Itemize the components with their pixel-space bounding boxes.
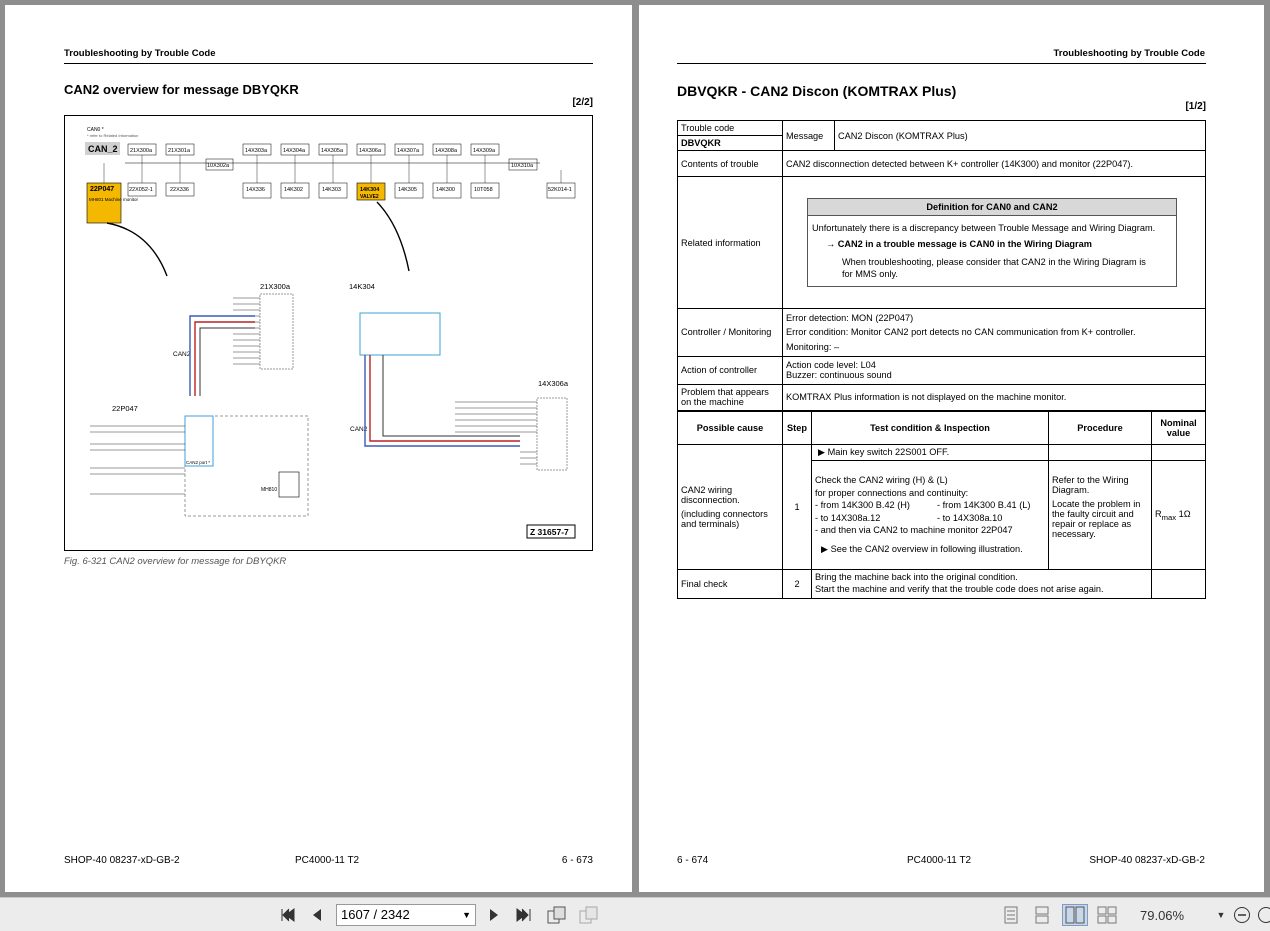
page-number-value: 1607 / 2342 <box>341 907 410 922</box>
wiring-diagram-svg <box>65 116 594 552</box>
zoom-level[interactable]: 79.06% <box>1140 908 1185 923</box>
pre-step: ▶ Main key switch 22S001 OFF. <box>812 445 1049 461</box>
can-wire-black <box>383 355 520 436</box>
definition-box <box>807 198 1177 288</box>
controller-cell <box>783 309 1206 357</box>
connector-label: 14X303a <box>245 148 268 154</box>
test-line: - from 14K300 B.41 (L) <box>937 500 1031 511</box>
can-wire-black <box>200 328 255 396</box>
header-rule <box>677 63 1206 64</box>
monitor-code: 22P047 <box>90 186 115 193</box>
detail-label-14k304: 14K304 <box>349 282 375 291</box>
cause-text: CAN2 wiring disconnection. <box>681 485 740 505</box>
test-line: - from 14K300 B.42 (H) <box>815 500 910 511</box>
first-page-icon[interactable] <box>277 904 299 926</box>
component-label: 14X336 <box>246 187 265 193</box>
component-label: 22X336 <box>170 187 189 193</box>
connector-label: 14X304a <box>283 148 306 154</box>
nominal-sub: max <box>1161 512 1177 522</box>
trouble-code-label: Trouble code <box>678 121 783 136</box>
test-line-row <box>815 499 1045 511</box>
problem-label: Problem that appears on the machine <box>678 384 783 410</box>
test-line: - to 14X308a.10 <box>937 512 1003 523</box>
cause-table <box>677 411 1206 599</box>
footer-center: PC4000-11 T2 <box>907 855 972 866</box>
col-header: Step <box>783 412 812 445</box>
next-page-icon[interactable] <box>484 904 504 926</box>
col-header: Procedure <box>1049 412 1152 445</box>
message-value: CAN2 Discon (KOMTRAX Plus) <box>835 121 1206 151</box>
zoom-dropdown-icon[interactable]: ▼ <box>1216 910 1226 920</box>
action-cell <box>783 356 1206 384</box>
related-label: Related information <box>678 177 783 309</box>
test-line: - to 14X308a.12 <box>815 512 881 523</box>
drop-lines <box>104 155 561 183</box>
nominal-value: 1Ω <box>1176 508 1191 519</box>
procedure-cell <box>1049 461 1152 570</box>
definition-line: → CAN2 in a trouble message is CAN0 in the Wiring Diagram <box>826 239 1092 250</box>
component-label: 14K305 <box>398 187 417 193</box>
connector-14x306a <box>537 398 567 470</box>
detail-label-21x300a: 21X300a <box>260 282 291 291</box>
controller-label: Controller / Monitoring <box>678 309 783 357</box>
mh810-device <box>279 472 299 497</box>
chevron-down-icon[interactable]: ▼ <box>462 910 471 920</box>
test-line: - and then via CAN2 to machine monitor 22P047 <box>815 524 1013 535</box>
page-header: Troubleshooting by Trouble Code <box>64 48 216 59</box>
zoom-in-icon[interactable] <box>1256 904 1270 926</box>
error-condition: Error condition: Monitor CAN2 port detects no CAN communication from K+ controller. <box>786 327 1136 338</box>
test-line-row <box>815 512 1045 524</box>
col-header: Possible cause <box>678 412 783 445</box>
step-cell: 1 <box>783 445 812 570</box>
procedure-text: Refer to the Wiring Diagram. <box>1052 475 1129 495</box>
test-line: Check the CAN2 wiring (H) & (L) <box>815 475 948 486</box>
zoom-out-icon[interactable] <box>1231 904 1253 926</box>
connector-label: 14X308a <box>435 148 458 154</box>
connector-label: 14X307a <box>397 148 420 154</box>
message-label: Message <box>783 121 835 151</box>
final-check-cell <box>812 570 1152 599</box>
connector-outline <box>260 294 293 369</box>
contents-label: Contents of trouble <box>678 151 783 177</box>
info-table <box>677 120 1206 411</box>
can2-port-label: CAN2 port * <box>186 460 211 465</box>
problem-value: KOMTRAX Plus information is not displayed on the machine monitor. <box>783 384 1206 410</box>
connector-label: 21X301a <box>168 148 191 154</box>
monitor-name: MH801 Machine monitor <box>89 197 139 202</box>
footer-right: SHOP-40 08237-xD-GB-2 <box>1089 855 1205 866</box>
cause-text: (including connectors and terminals) <box>681 509 768 529</box>
detail-label-14x306a: 14X306a <box>538 379 569 388</box>
can2-label: CAN2 <box>173 351 191 358</box>
component-label: 10T058 <box>474 187 493 193</box>
connector-label: 14X309a <box>473 148 496 154</box>
mh810-label: MH810 <box>261 487 278 493</box>
can2-label: CAN2 <box>350 426 368 433</box>
connector-label: 21X300a <box>130 148 153 154</box>
ref-id: Z 31657-7 <box>530 527 569 537</box>
bus-label: CAN_2 <box>88 144 118 154</box>
contents-value: CAN2 disconnection detected between K+ controller (14K300) and monitor (22P047). <box>783 151 1206 177</box>
action-label: Action of controller <box>678 356 783 384</box>
can-label: CAN0 * <box>87 127 104 133</box>
previous-page-icon[interactable] <box>307 904 327 926</box>
empty-cell <box>1049 445 1152 461</box>
right-page <box>639 5 1264 892</box>
nominal-cell <box>1152 461 1206 570</box>
error-detection: Error detection: MON (22P047) <box>786 313 914 323</box>
page-indicator: [1/2] <box>1185 101 1206 112</box>
cause-cell: Final check <box>678 570 783 599</box>
connector-label: 10X310a <box>511 163 534 169</box>
left-page <box>5 5 632 892</box>
test-cell <box>812 461 1049 570</box>
viewer-toolbar <box>0 897 1270 931</box>
can-overview-diagram <box>64 115 593 551</box>
valve-code: 14K304 <box>360 187 380 193</box>
header-rule <box>64 63 593 64</box>
empty-cell <box>1152 570 1206 599</box>
definition-line: When troubleshooting, please consider that CAN2 in the Wiring Diagram is for MMS only. <box>842 256 1146 279</box>
continuous-view-icon[interactable] <box>1031 904 1053 926</box>
cause-cell <box>678 445 783 570</box>
two-page-view-icon[interactable] <box>1062 904 1088 926</box>
can-port-box <box>185 416 213 466</box>
rotate-page-icon[interactable] <box>545 904 569 926</box>
trouble-code-value: DBVQKR <box>678 136 783 151</box>
final-line: Start the machine and verify that the trouble code does not arise again. <box>815 583 1104 594</box>
components <box>87 183 575 223</box>
test-line: ▶ See the CAN2 overview in following illustration. <box>821 544 1023 555</box>
col-header: Test condition & Inspection <box>812 412 1049 445</box>
two-page-continuous-icon[interactable] <box>1096 904 1118 926</box>
callout-curve <box>107 223 167 276</box>
valve-can-port <box>360 313 440 355</box>
can-wire-red <box>370 355 520 441</box>
top-connectors <box>128 144 537 170</box>
final-line: Bring the machine back into the original condition. <box>815 572 1018 582</box>
definition-body <box>808 216 1176 287</box>
procedure-text: Locate the problem in the faulty circuit and repair or replace as necessary. <box>1052 499 1141 539</box>
nominal-symbol: R <box>1155 508 1162 519</box>
empty-cell <box>1152 445 1206 461</box>
col-header: Nominal value <box>1152 412 1206 445</box>
footer-left: 6 - 674 <box>677 855 709 866</box>
component-label: 14K300 <box>436 187 455 193</box>
page-indicator: [2/2] <box>572 97 593 108</box>
last-page-icon[interactable] <box>512 904 534 926</box>
detail-label-22p047: 22P047 <box>112 404 138 413</box>
test-line: for proper connections and continuity: <box>815 487 969 498</box>
can-wire-blue <box>365 355 520 446</box>
definition-line: Unfortunately there is a discrepancy between Trouble Message and Wiring Diagram. <box>812 222 1156 233</box>
page-title: CAN2 overview for message DBYQKR <box>64 82 299 97</box>
component-label: 52K014-1 <box>548 187 572 193</box>
connector-label: 14X305a <box>321 148 344 154</box>
valve-name: VALVE2 <box>360 194 379 200</box>
connector-label: 10X302a <box>207 163 230 169</box>
figure-caption: Fig. 6-321 CAN2 overview for message for DBYQKR <box>64 556 287 567</box>
monitoring: Monitoring: – <box>786 341 840 352</box>
connector-21x300a <box>233 294 293 369</box>
page-header: Troubleshooting by Trouble Code <box>1053 48 1205 59</box>
component-label: 14K302 <box>284 187 303 193</box>
callout-curve <box>377 202 409 271</box>
connector-label: 14X306a <box>359 148 382 154</box>
related-info-cell <box>783 177 1206 309</box>
page-title: DBVQKR - CAN2 Discon (KOMTRAX Plus) <box>677 83 957 99</box>
component-label: 14K303 <box>322 187 341 193</box>
definition-title: Definition for CAN0 and CAN2 <box>808 199 1176 216</box>
step-cell: 2 <box>783 570 812 599</box>
buzzer: Buzzer: continuous sound <box>786 370 892 381</box>
action-code: Action code level: L04 <box>786 360 876 371</box>
footer-left: SHOP-40 08237-xD-GB-2 <box>64 855 180 866</box>
can-wire-red <box>195 322 255 396</box>
can-note: * refer to Related Information <box>87 133 139 138</box>
footer-right: 6 - 673 <box>561 855 593 866</box>
monitor-wires <box>90 426 185 494</box>
valve-wires <box>455 402 537 464</box>
footer-center: PC4000-11 T2 <box>295 855 360 866</box>
page-number-input[interactable] <box>336 904 476 926</box>
single-page-view-icon[interactable] <box>1000 904 1022 926</box>
copy-page-icon[interactable] <box>577 904 601 926</box>
component-label: 22X052-1 <box>129 187 153 193</box>
